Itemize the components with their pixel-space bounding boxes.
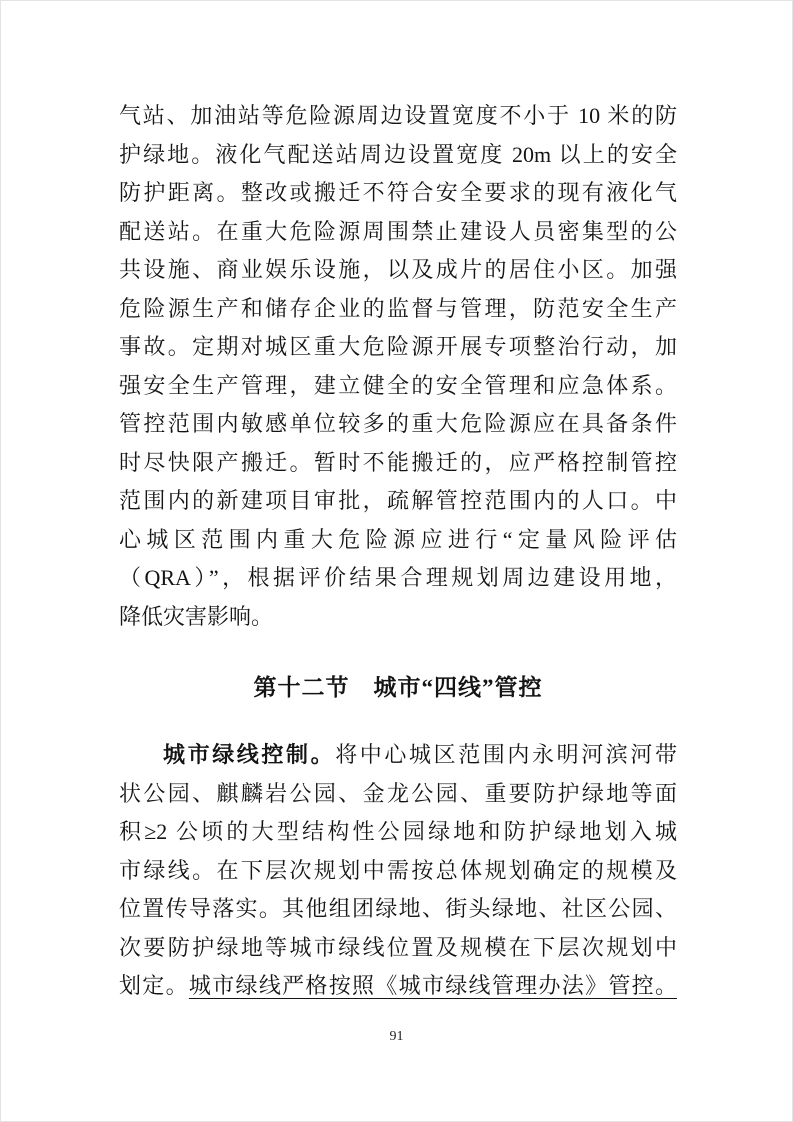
green-line-control-lead-term: 城市绿线控制。	[163, 742, 336, 767]
paragraph-green-line-control	[119, 736, 677, 1006]
page-body	[119, 97, 677, 1006]
page-number: 91	[389, 1029, 404, 1044]
text-line: 危险源生产和储存企业的监督与管理，防范安全生产	[119, 295, 677, 321]
text-line: 积≥2 公顷的大型结构性公园绿地和防护绿地划入城	[119, 819, 677, 844]
text-line: 共设施、商业娱乐设施，以及成片的居住小区。加强	[119, 257, 677, 282]
text-line: 次要防护绿地等城市绿线位置及规模在下层次规划中	[119, 934, 677, 960]
text-line: 市绿线。在下层次规划中需按总体规划确定的规模及	[119, 857, 677, 883]
text-line: 时尽快限产搬迁。暂时不能搬迁的，应严格控制管控	[119, 449, 677, 475]
section-heading: 第十二节 城市“四线”管控	[253, 675, 543, 700]
text-line	[119, 736, 677, 775]
text-line: 气站、加油站等危险源周边设置宽度不小于 10 米的防	[119, 103, 677, 128]
text-line: （QRA）”，根据评价结果合理规划周边建设用地，	[119, 565, 677, 590]
text-line: 管控范围内敏感单位较多的重大危险源应在具备条件	[119, 411, 677, 436]
green-line-regulation-underlined: 城市绿线严格按照《城市绿线管理办法》管控。	[188, 973, 677, 998]
text-line: 护绿地。液化气配送站周边设置宽度 20m 以上的安全	[119, 141, 677, 167]
text-line	[119, 967, 677, 1006]
text-line: 事故。定期对城区重大危险源开展专项整治行动，加	[119, 334, 677, 359]
text-line: 心城区范围内重大危险源应进行“定量风险评估	[119, 526, 677, 552]
text-line: 强安全生产管理，建立健全的安全管理和应急体系。	[119, 372, 677, 398]
green-line-last-plain: 划定。	[119, 973, 189, 998]
text-line: 防护距离。整改或搬迁不符合安全要求的现有液化气	[119, 180, 677, 205]
paragraph-lines	[119, 775, 677, 968]
text-line: 范围内的新建项目审批，疏解管控范围内的人口。中	[119, 488, 677, 513]
green-line-control-lead-rest: 将中心城区范围内永明河滨河带	[335, 742, 677, 767]
text-line: 位置传导落实。其他组团绿地、街头绿地、社区公园、	[119, 896, 677, 921]
text-line: 配送站。在重大危险源周围禁止建设人员密集型的公	[119, 218, 677, 244]
paragraph-hazard-source-control	[119, 97, 677, 636]
text-line: 状公园、麒麟岩公园、金龙公园、重要防护绿地等面	[119, 780, 677, 806]
text-line: 降低灾害影响。	[119, 603, 274, 629]
